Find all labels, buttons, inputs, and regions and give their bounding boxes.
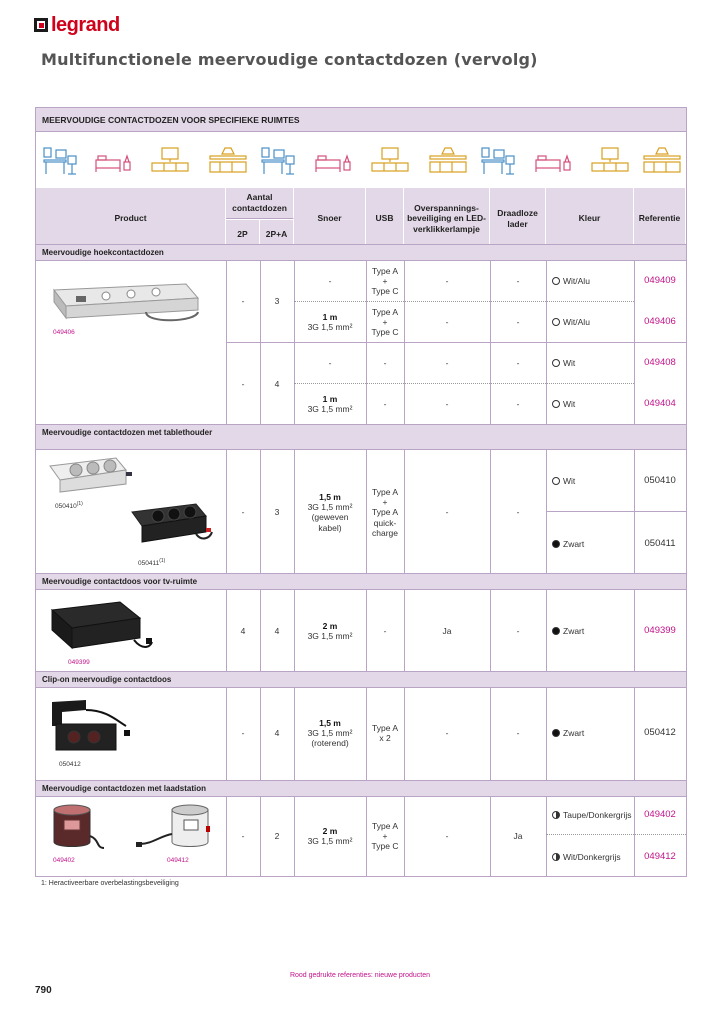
header-product: Product	[36, 188, 226, 250]
clipon-socket-image	[46, 696, 136, 758]
group-title-hoek: Meervoudige hoekcontactdozen	[36, 244, 686, 261]
kleur-label: Taupe/Donkergrijs	[563, 810, 632, 820]
snoer-length: 1,5 m	[319, 492, 341, 502]
tv-socket-image	[46, 598, 156, 658]
cell-snoer: -	[328, 358, 332, 368]
half-dot-icon	[552, 811, 560, 819]
kitchen-icon	[642, 146, 682, 176]
image-ref: 049402	[53, 857, 75, 864]
header-referentie: Referentie	[634, 188, 686, 250]
office-desk-icon	[480, 146, 520, 176]
cell-2p: -	[241, 831, 245, 841]
header-2p: 2P	[226, 219, 260, 250]
cell-kleur	[552, 810, 632, 820]
cell-referentie: 049399	[644, 625, 676, 636]
header-draadloze: Draadloze lader	[490, 188, 546, 250]
cell-kleur	[552, 728, 584, 738]
cell-referentie: 049402	[644, 809, 676, 820]
cell-draadloze: -	[516, 399, 520, 409]
cell-2pa: 4	[274, 626, 280, 636]
cell-usb: -	[383, 399, 387, 409]
kleur-label: Zwart	[563, 626, 585, 636]
cell-draadloze: -	[516, 317, 520, 327]
cell-2p: -	[241, 728, 245, 738]
cell-referentie: 050410	[644, 475, 676, 486]
cell-2p: -	[241, 379, 245, 389]
cell-2pa: 4	[274, 728, 280, 738]
snoer-spec: 3G 1,5 mm² (roterend)	[307, 728, 353, 749]
cell-usb: -	[383, 358, 387, 368]
cell-2pa: 4	[274, 379, 280, 389]
kitchen-icon	[428, 146, 468, 176]
kleur-label: Wit/Alu	[563, 317, 590, 327]
cell-snoer	[294, 826, 366, 846]
section-title: MEERVOUDIGE CONTACTDOZEN VOOR SPECIFIEKE RUIMTES	[36, 108, 686, 132]
cell-draadloze: -	[516, 507, 520, 517]
image-ref-sup: (1)	[76, 501, 83, 507]
tablet-socket-white-image	[46, 452, 136, 494]
cell-usb: Type A x 2	[372, 723, 398, 744]
header-snoer: Snoer	[294, 188, 366, 250]
cell-referentie: 050412	[644, 727, 676, 738]
cell-overspanning: -	[445, 728, 449, 738]
header-aantal: Aantal contactdozen	[226, 188, 294, 219]
page-number: 790	[35, 985, 52, 996]
cell-kleur	[552, 539, 584, 549]
header-usb: USB	[366, 188, 404, 250]
cell-draadloze: Ja	[513, 831, 523, 841]
kleur-label: Zwart	[563, 539, 585, 549]
kleur-label: Wit/Donkergrijs	[563, 852, 621, 862]
cell-usb: -	[383, 626, 387, 636]
header-2pa: 2P+A	[260, 219, 294, 250]
black-dot-icon	[552, 627, 560, 635]
image-ref-number: 050411	[138, 560, 160, 568]
snoer-spec: 3G 1,5 mm² (geweven kabel)	[307, 502, 353, 533]
group-title-tablet: Meervoudige contactdozen met tablethouder	[36, 424, 686, 450]
bedroom-icon	[92, 146, 132, 176]
cell-referentie: 050411	[644, 538, 676, 549]
row-divider	[294, 383, 634, 384]
office-desk-icon	[42, 146, 82, 176]
header-divider	[226, 219, 294, 220]
cell-snoer	[294, 621, 366, 641]
cell-draadloze: -	[516, 626, 520, 636]
charging-station-taupe-image	[46, 800, 108, 856]
image-ref	[138, 558, 165, 567]
white-dot-icon	[552, 318, 560, 326]
cell-snoer: -	[328, 276, 332, 286]
brand-name: legrand	[51, 13, 120, 36]
cell-overspanning: -	[445, 831, 449, 841]
white-dot-icon	[552, 277, 560, 285]
image-ref: 049406	[53, 329, 75, 336]
white-dot-icon	[552, 477, 560, 485]
cell-kleur	[552, 852, 621, 862]
cell-kleur	[552, 626, 584, 636]
cell-snoer	[294, 312, 366, 332]
tv-room-icon	[370, 146, 410, 176]
black-dot-icon	[552, 729, 560, 737]
snoer-spec: 3G 1,5 mm²	[307, 404, 353, 415]
cell-usb: Type A + Type A quick- charge	[372, 487, 398, 538]
cell-referentie: 049408	[644, 357, 676, 368]
header-overspanning: Overspannings-beveiliging en LED-verklikkerlampje	[404, 188, 490, 250]
kitchen-icon	[208, 146, 248, 176]
snoer-length: 1 m	[322, 394, 338, 404]
bedroom-icon	[532, 146, 572, 176]
header-kleur: Kleur	[546, 188, 634, 250]
cell-2p: 4	[240, 626, 246, 636]
cell-snoer	[294, 492, 366, 533]
bedroom-icon	[312, 146, 352, 176]
cell-2p: -	[241, 296, 245, 306]
cell-snoer	[294, 718, 366, 749]
product-table	[35, 107, 687, 877]
image-ref-sup: (1)	[159, 558, 166, 564]
office-desk-icon	[260, 146, 300, 176]
cell-kleur	[552, 276, 590, 286]
image-ref: 049399	[68, 659, 90, 666]
kleur-label: Wit	[563, 476, 576, 486]
image-ref: 050412	[59, 761, 81, 768]
cell-overspanning: Ja	[442, 626, 452, 636]
snoer-spec: 3G 1,5 mm²	[307, 631, 353, 642]
cell-usb: Type A + Type C	[371, 307, 399, 338]
black-dot-icon	[552, 540, 560, 548]
group-title-tv: Meervoudige contactdoos voor tv-ruimte	[36, 573, 686, 590]
cell-draadloze: -	[516, 276, 520, 286]
cell-kleur	[552, 476, 575, 486]
cell-overspanning: -	[445, 358, 449, 368]
cell-usb: Type A + Type C	[371, 266, 399, 297]
image-ref-number: 050410	[55, 503, 77, 511]
snoer-length: 1,5 m	[319, 718, 341, 728]
cell-referentie: 049406	[644, 316, 676, 327]
group-title-clipon: Clip-on meervoudige contactdoos	[36, 671, 686, 688]
cell-usb: Type A + Type C	[371, 821, 399, 852]
footnote: 1: Heractiveerbare overbelastingsbeveiliging	[41, 880, 179, 887]
row-divider	[294, 301, 634, 302]
cell-2pa: 2	[274, 831, 280, 841]
image-ref	[55, 501, 83, 510]
cell-overspanning: -	[445, 507, 449, 517]
cell-2p: -	[241, 507, 245, 517]
snoer-spec: 3G 1,5 mm²	[307, 322, 353, 333]
cell-overspanning: -	[445, 276, 449, 286]
legrand-logo-icon	[34, 18, 48, 32]
cell-referentie: 049404	[644, 398, 676, 409]
corner-socket-image	[46, 276, 206, 328]
cell-referentie: 049412	[644, 851, 676, 862]
snoer-length: 2 m	[322, 621, 338, 631]
cell-overspanning: -	[445, 317, 449, 327]
image-ref: 049412	[167, 857, 189, 864]
tv-room-icon	[590, 146, 630, 176]
half-dot-icon	[552, 853, 560, 861]
cell-referentie: 049409	[644, 275, 676, 286]
row-divider	[546, 834, 686, 835]
cell-2pa: 3	[274, 296, 280, 306]
legrand-logo	[34, 14, 120, 36]
cell-draadloze: -	[516, 728, 520, 738]
legend-note: Rood gedrukte referenties: nieuwe producten	[289, 972, 431, 979]
charging-station-white-image	[132, 800, 222, 856]
snoer-length: 1 m	[322, 312, 338, 322]
page-title: Multifunctionele meervoudige contactdozen (vervolg)	[41, 50, 538, 69]
row-divider	[546, 511, 686, 512]
row-divider	[226, 342, 686, 343]
kleur-label: Wit/Alu	[563, 276, 590, 286]
kleur-label: Wit	[563, 358, 576, 368]
white-dot-icon	[552, 359, 560, 367]
tablet-socket-black-image	[126, 498, 216, 550]
cell-overspanning: -	[445, 399, 449, 409]
group-title-laad: Meervoudige contactdozen met laadstation	[36, 780, 686, 797]
cell-2pa: 3	[274, 507, 280, 517]
tv-room-icon	[150, 146, 190, 176]
white-dot-icon	[552, 400, 560, 408]
cell-kleur	[552, 399, 575, 409]
kleur-label: Wit	[563, 399, 576, 409]
snoer-length: 2 m	[322, 826, 338, 836]
room-icons-row	[36, 132, 686, 189]
cell-kleur	[552, 317, 590, 327]
cell-draadloze: -	[516, 358, 520, 368]
cell-snoer	[294, 394, 366, 414]
snoer-spec: 3G 1,5 mm²	[307, 836, 353, 847]
kleur-label: Zwart	[563, 728, 585, 738]
cell-kleur	[552, 358, 575, 368]
